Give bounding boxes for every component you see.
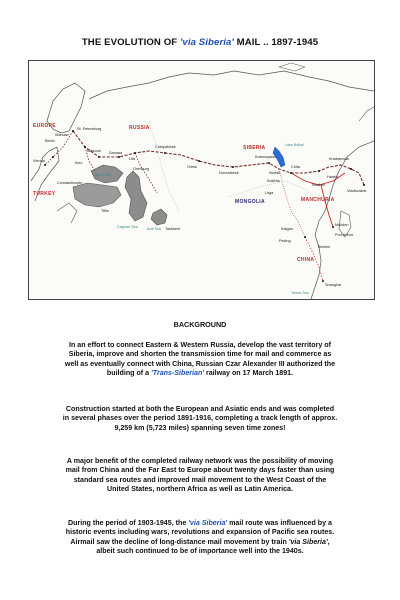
region-europe: EUROPE xyxy=(33,123,56,129)
city-label: Warsaw xyxy=(55,133,69,137)
map-drawing xyxy=(29,61,374,299)
city-label: Samara xyxy=(109,151,123,155)
paragraph-1: In an effort to connect Eastern & Western Russia, develop the vast territory of Siberia, improve and shorten the transmission time for mail and commerce as well as eventually connect with China, Russian Czar Alexander III authorized the building of a 'Trans-Siberian' railway on 17 March 1891. xyxy=(64,341,336,378)
paragraph-4: During the period of 1903-1945, the 'via Siberia' mail route was influenced by a historic events including wars, revolutions and expansion of Pacific sea routes. Airmail saw the decline of long-distance mail movement by train 'via Siberia', albeit such continued to be of importance well into the 1940s. xyxy=(65,519,335,556)
region-russia: RUSSIA xyxy=(129,125,150,131)
region-mongolia: MONGOLIA xyxy=(235,199,265,205)
city-label: Port Arthur xyxy=(335,233,354,237)
city-label: Tsitsihar xyxy=(311,183,325,187)
city-label: Vladivostok xyxy=(347,189,367,193)
sea-label: Yellow Sea xyxy=(291,291,309,295)
city-label: Kiev xyxy=(75,161,83,165)
region-turkey: TURKEY xyxy=(33,191,56,197)
city-label: Tashkent xyxy=(165,227,181,231)
city-label: Moscow xyxy=(87,149,101,153)
page-title: THE EVOLUTION OF 'via Siberia' MAIL .. 1897-1945 xyxy=(81,37,319,48)
city-label: St. Petersburg xyxy=(77,127,102,131)
sea-label: Black Sea xyxy=(95,173,112,177)
city-label: Tiflis xyxy=(101,209,109,213)
background-heading: BACKGROUND xyxy=(173,320,227,329)
city-label: Kalgan xyxy=(281,227,293,231)
city-label: Irkutsk xyxy=(269,171,281,175)
city-label: Constantinople xyxy=(57,181,83,185)
city-label: Novosibirsk xyxy=(219,171,239,175)
sea-label: Aral Sea xyxy=(147,227,161,231)
city-label: Urga xyxy=(265,191,274,195)
city-label: Orenburg xyxy=(133,167,150,171)
sea-label: Caspian Sea xyxy=(117,225,138,229)
paragraph-3: A major benefit of the completed railway network was the possibility of moving mail from China and the Far East to Europe about twenty days faster than using standard sea routes and improved mail movement to the West Coast of the United States, northern Africa as well as Latin America. xyxy=(65,457,335,494)
city-label: Ufa xyxy=(129,157,135,161)
city-label: Kiakhta xyxy=(267,179,280,183)
route-map xyxy=(28,60,375,300)
region-manchuria: MANCHURIA xyxy=(301,197,335,203)
city-label: Tientsin xyxy=(317,245,331,249)
city-label: Krasnoyarsk xyxy=(255,155,277,159)
city-label: Harbin xyxy=(327,175,339,179)
paragraph-2: Construction started at both the European and Asiatic ends and was completed in several phases over the period 1891-1916, completing a track length of approx. 9,259 km (5,723 miles) spanning seven time zones! xyxy=(62,405,338,432)
city-label: Khabarovsk xyxy=(329,157,350,161)
lake-label: Lake Baikal xyxy=(285,143,304,147)
city-label: Omsk xyxy=(187,165,197,169)
city-label: Chelyabinsk xyxy=(155,145,176,149)
city-label: Peking xyxy=(279,239,291,243)
city-label: Mukden xyxy=(335,223,349,227)
city-label: Vienna xyxy=(33,159,45,163)
region-siberia: SIBERIA xyxy=(243,145,266,151)
city-label: Shanghai xyxy=(325,283,342,287)
city-label: Berlin xyxy=(45,139,55,143)
city-label: Chita xyxy=(291,165,300,169)
region-china: CHINA xyxy=(297,257,315,263)
